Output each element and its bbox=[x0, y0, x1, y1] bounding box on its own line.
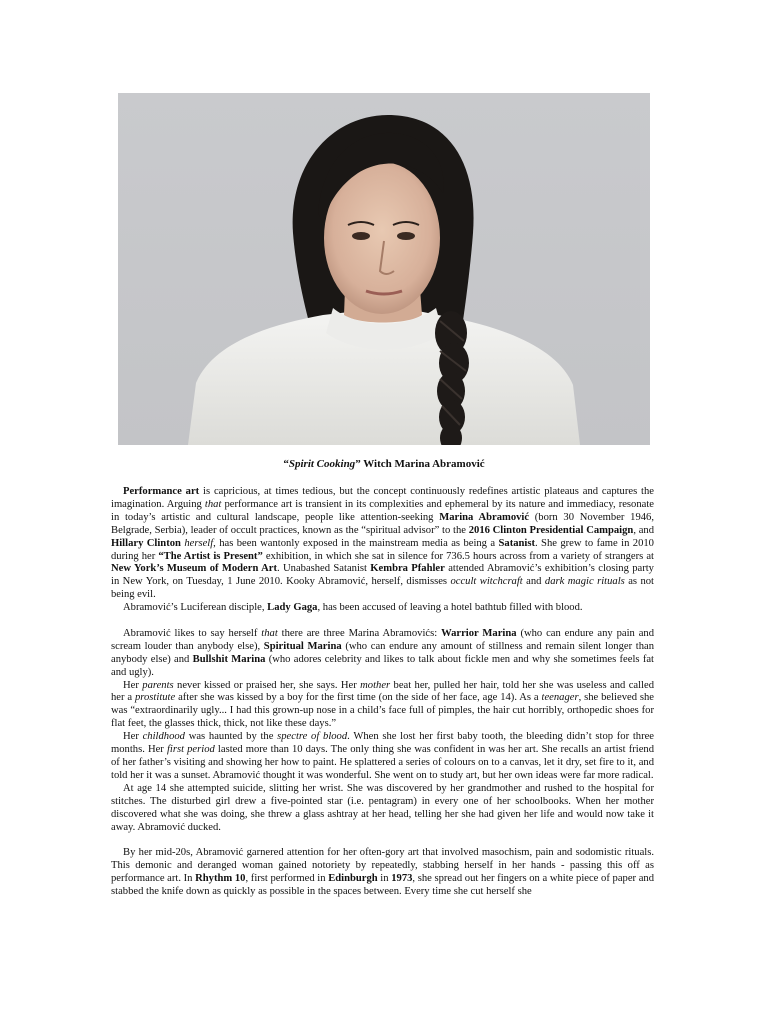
plain-text: and bbox=[522, 576, 545, 588]
italic-text: mother bbox=[360, 679, 391, 691]
plain-text: . When she lost her first baby tooth, the bleeding didn’t stop for three months. Her bbox=[111, 731, 655, 756]
plain-text: , first performed in bbox=[245, 873, 329, 885]
bold-text: Edinburgh bbox=[328, 873, 378, 885]
body-paragraph bbox=[111, 628, 654, 680]
plain-text: , she believed she was “extraordinarily ugly... I had this grown-up nose in a child’s face full of pimples, the hair cut horribly, orthopedic shoes for flat feet, the glasses thick, thick, not like these days.” bbox=[111, 692, 654, 730]
image-caption bbox=[0, 458, 768, 470]
caption-italic-title: Spirit Cooking bbox=[288, 458, 356, 470]
plain-text: Abramović likes to say herself bbox=[123, 627, 262, 639]
plain-text: in bbox=[377, 873, 392, 885]
plain-text: (who adores celebrity and likes to talk about fickle men and why she sometimes feels fat and ugly). bbox=[111, 653, 654, 678]
plain-text: never kissed or praised her, she says. Her bbox=[173, 679, 361, 691]
portrait-photo bbox=[118, 93, 650, 445]
plain-text: , has been wantonly exposed in the mainstream media as being a bbox=[213, 537, 499, 549]
plain-text: Her bbox=[123, 679, 143, 691]
bold-text: Lady Gaga bbox=[267, 602, 318, 614]
body-paragraph bbox=[111, 783, 654, 835]
body-paragraph bbox=[111, 486, 654, 602]
bold-text: Rhythm 10 bbox=[195, 873, 246, 885]
bold-text: Warrior Marina bbox=[441, 627, 517, 639]
italic-text: dark magic rituals bbox=[544, 576, 625, 588]
plain-text: (born 30 November 1946, Belgrade, Serbia), leader of occult practices, known as the “spiritual advisor” to the bbox=[111, 511, 654, 536]
plain-text: (who can endure any amount of stillness and remain silent longer than anybody else) and bbox=[111, 640, 655, 665]
italic-text: occult witchcraft bbox=[450, 576, 523, 588]
plain-text: exhibition, in which she sat in silence for 736.5 hours across from a variety of strangers at bbox=[262, 550, 655, 562]
italic-text: teenager bbox=[541, 692, 579, 704]
plain-text: By her mid-20s, Abramović garnered attention for her often-gory art that involved masochism, pain and sodomistic rituals. This demonic and deranged woman gained notoriety by repeatedly, stabbing herself in her hands - passing this off as performance art. In bbox=[111, 847, 654, 885]
italic-text: first period bbox=[166, 744, 215, 756]
body-paragraph bbox=[111, 680, 654, 732]
plain-text: (who can endure any pain and scream louder than anybody else), bbox=[111, 627, 654, 652]
plain-text: . Unabashed Satanist bbox=[277, 563, 371, 575]
bold-text: Hillary Clinton bbox=[111, 537, 181, 549]
body-paragraph bbox=[111, 847, 654, 899]
bold-text: Kembra Pfahler bbox=[370, 563, 445, 575]
caption-subject: Witch Marina Abramović bbox=[360, 458, 485, 470]
italic-text: spectre of blood bbox=[277, 731, 348, 743]
plain-text: is capricious, at times tedious, but the concept continuously redefines artistic plateaus and captures the imagination. Arguing bbox=[111, 486, 654, 510]
italic-text: parents bbox=[142, 679, 174, 691]
bold-text: Bullshit Marina bbox=[192, 653, 266, 665]
caption-quote-open: “ bbox=[283, 458, 289, 470]
plain-text: as not being evil. bbox=[111, 576, 654, 601]
plain-text: Abramović’s Luciferean disciple, bbox=[123, 602, 268, 614]
italic-text: herself bbox=[184, 537, 214, 549]
bold-text: Spiritual Marina bbox=[263, 640, 342, 652]
plain-text: Her bbox=[123, 731, 143, 743]
bold-text: 1973 bbox=[391, 873, 413, 885]
italic-text: prostitute bbox=[134, 692, 176, 704]
bold-text: 2016 Clinton Presidential Campaign bbox=[468, 524, 634, 536]
plain-text: , she spread out her fingers on a white piece of paper and stabbed the knife down as quickly as possible in the spaces between. Every time she cut herself she bbox=[111, 873, 654, 898]
plain-text: after she was kissed by a boy for the first time (on the side of her face, age 14). As a bbox=[175, 692, 542, 704]
italic-text: that bbox=[261, 627, 278, 639]
plain-text: , has been accused of leaving a hotel bathtub filled with blood. bbox=[317, 602, 583, 614]
plain-text: , and bbox=[633, 524, 654, 536]
body-paragraph bbox=[111, 731, 654, 783]
plain-text: attended Abramović’s exhibition’s closing party in New York, on Tuesday, 1 June 2010. Kooky Abramović, herself, dismisses bbox=[111, 563, 654, 588]
plain-text: lasted more than 10 days. The only thing she was confident in was her art. She recalls an artist friend of her father’s visiting and showing her how to paint. He splattered a series of colours on to a canvas, let it dry, set fire to it, and told her it was a sunset. Abramović thought it was wonderful. She went on to study art, but her own ideas were far more radical. bbox=[111, 744, 654, 781]
plain-text: beat her, pulled her hair, told her she was useless and called her a bbox=[111, 679, 654, 704]
plain-text: At age 14 she attempted suicide, slitting her wrist. She was discovered by her grandmother and rushed to the hospital for stitches. The disturbed girl drew a five-pointed star (i.e. pentagram) in every one of her schoolbooks. When her mother discovered what she was doing, she threw a glass ashtray at her head, telling her she had given her life and would now take it away. Abramović ducked. bbox=[111, 782, 654, 833]
italic-text: that bbox=[204, 498, 222, 510]
plain-text: performance art is transient in its complexities and ephemeral by its nature and immediacy, resonate in today’s artistic and cultural landscape, people like attention-seeking bbox=[111, 498, 654, 523]
article-body bbox=[111, 486, 654, 899]
plain-text: was haunted by the bbox=[184, 731, 278, 743]
bold-text: “The Artist is Present” bbox=[158, 550, 263, 562]
bold-text: Satanist bbox=[498, 537, 535, 549]
italic-text: childhood bbox=[142, 731, 185, 743]
body-paragraph bbox=[111, 602, 654, 615]
bold-text: New York’s Museum of Modern Art bbox=[111, 563, 277, 575]
plain-text: there are three Marina Abramovićs: bbox=[277, 627, 442, 639]
bold-text: Marina Abramović bbox=[439, 511, 530, 523]
bold-text: Performance art bbox=[123, 486, 200, 497]
caption-quote-close: ” bbox=[355, 458, 361, 470]
plain-text: . She grew to fame in 2010 during her bbox=[111, 537, 654, 562]
portrait-illustration bbox=[118, 93, 650, 445]
